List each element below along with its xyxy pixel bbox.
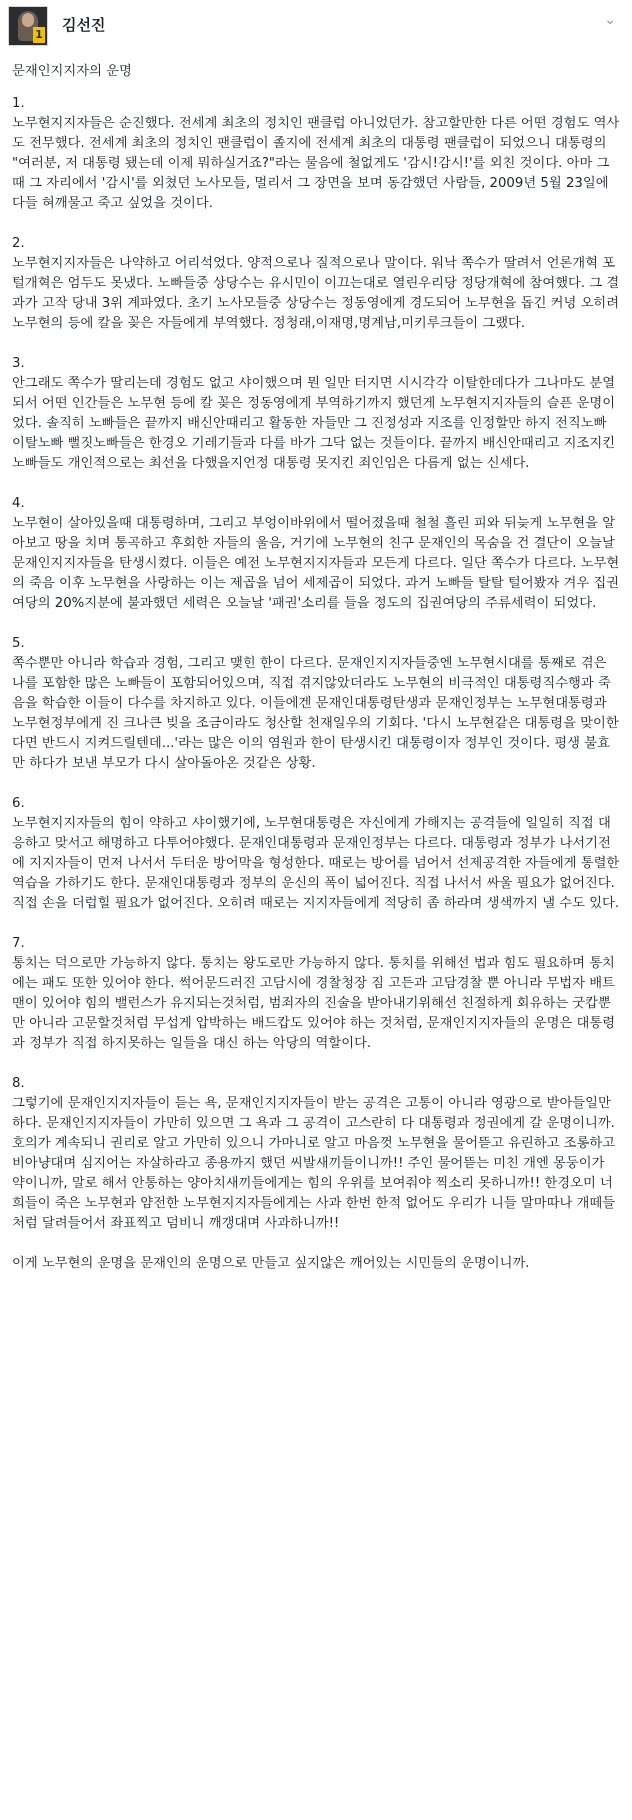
avatar[interactable] xyxy=(8,6,48,46)
author-name[interactable]: 김선진 xyxy=(62,16,106,34)
section-number: 6. xyxy=(12,796,25,811)
section-number: 4. xyxy=(12,496,25,511)
section-number: 2. xyxy=(12,236,25,251)
section-number: 8. xyxy=(12,1076,25,1091)
section-5 xyxy=(12,634,620,774)
section-1 xyxy=(12,94,620,214)
section-text: 노무현지지자들의 힘이 약하고 샤이했기에, 노무현대통령은 자신에게 가해지는 공격들에 일일히 직접 대응하고 맞서고 해명하고 다투어야했다. 문재인대통령과 문재인정부는 다르다. 대통령과 정부가 나서기전에 지지자들이 먼저 나서서 두터운 방어막을 형성한다. 때로는 방어를 넘어서 선제공격한 자들에게 통렬한 역습을 가하기도 한다. 문재인대통령과 정부의 운신의 폭이 넓어진다. 직접 나서서 싸울 필요가 없어진다. 직접 손을 더럽힐 필요가 없어진다. 오히려 때로는 지지자들에게 적당히 좀 하라며 생색까지 낼 수도 있다. xyxy=(12,816,620,911)
section-number: 1. xyxy=(12,96,25,111)
post-body xyxy=(12,62,620,1274)
section-3 xyxy=(12,354,620,474)
section-number: 3. xyxy=(12,356,25,371)
avatar-face xyxy=(22,13,34,27)
post-title: 문재인지지자의 운명 xyxy=(12,64,132,79)
section-2 xyxy=(12,234,620,334)
section-number: 5. xyxy=(12,636,25,651)
section-number: 7. xyxy=(12,936,25,951)
section-8 xyxy=(12,1074,620,1234)
post-header xyxy=(0,0,632,52)
chevron-down-icon[interactable]: ⌄ xyxy=(604,12,616,28)
section-text: 노무현지지자들은 나약하고 어리석었다. 양적으로나 질적으로나 말이다. 워낙 쪽수가 딸려서 언론개혁 포털개혁은 엄두도 못냈다. 노빠들중 상당수는 유시민이 이끄는대로 열린우리당 정당개혁에 참여했다. 그 결과가 고작 당내 3위 계파였다. 초기 노사모들중 상당수는 정동영에게 경도되어 노무현을 돕긴 커녕 오히려 노무현의 등에 칼을 꽂은 자들에게 부역했다. 정청래,이재명,명계남,미키루크들이 그랬다. xyxy=(12,256,620,331)
section-text: 통치는 덕으로만 가능하지 않다. 통치는 왕도로만 가능하지 않다. 통치를 위해선 법과 힘도 필요하며 통치에는 패도 또한 있어야 한다. 썩어문드러진 고담시에 경찰청장 짐 고든과 고담경찰 뿐 아니라 무법자 배트맨이 있어야 힘의 밸런스가 유지되는것처럼, 범죄자의 진술을 받아내기위해선 친절하게 회유하는 굿캅뿐만 아니라 고문할것처럼 무섭게 압박하는 배드캅도 있어야 하는 것처럼, 문재인지지자들의 운명은 대통령과 정부가 직접 하지못하는 일들을 대신 하는 악당의 역할이다. xyxy=(12,956,616,1051)
section-text: 쪽수뿐만 아니라 학습과 경험, 그리고 맺힌 한이 다르다. 문재인지지자들중엔 노무현시대를 통째로 겪은 나를 포함한 많은 노빠들이 포함되어있으며, 직접 겪지않았더라도 노무현의 비극적인 대통령직수행과 죽음을 학습한 이들이 다수를 차지하고 있다. 이들에겐 문재인대통령탄생과 문재인정부는 노무현대통령과 노무현정부에게 진 크나큰 빚을 조금이라도 청산할 천재일우의 기회다. '다시 노무현같은 대통령을 맞이한다면 반드시 지켜드릴텐데...'라는 많은 이의 염원과 한이 탄생시킨 대통령이자 정부인 것이다. 평생 불효만 하다가 보낸 부모가 다시 살아돌아온 것같은 상황. xyxy=(12,656,619,771)
section-text: 노무현이 살아있을때 대통령하며, 그리고 부엉이바위에서 떨어졌을때 철철 흘린 피와 뒤늦게 노무현을 알아보고 땅을 치며 통곡하고 후회한 자들의 울음, 거기에 노무현의 친구 문재인의 목숨을 건 결단이 오늘날 문재인지지자들을 탄생시켰다. 이들은 예전 노무현지지자들과 모든게 다르다. 일단 쪽수가 다르다. 노무현의 죽음 이후 노무현을 사랑하는 이는 제곱을 넘어 세제곱이 되었다. 과거 노빠들 탈탈 털어봤자 겨우 집권여당의 20%지분에 불과했던 세력은 오늘날 '패권'소리를 들을 정도의 집권여당의 주류세력이 되었다. xyxy=(12,516,620,611)
section-text: 그렇기에 문재인지지자들이 듣는 욕, 문재인지지자들이 받는 공격은 고통이 아니라 영광으로 받아들일만 하다. 문재인지지자들이 가만히 있으면 그 욕과 그 공격이 고스란히 다 대통령과 정권에게 갈 운명이니까. 호의가 계속되니 권리로 알고 가만히 있으니 가마니로 알고 마음껏 노무현을 물어뜯고 유린하고 조롱하고 비아냥대며 심지어는 자살하라고 종용까지 했던 씨발새끼들이니까!! 주인 물어뜯는 미친 개엔 몽둥이가 약이니까, 말로 해서 안통하는 양아치새끼들에게는 힘의 우위를 보여줘야 찍소리 못하니까!! 한경오미 너희들이 죽은 노무현과 얌전한 노무현지지자들에게는 사과 한번 한적 없어도 우리가 니들 말마따나 개떼들처럼 달려들어서 좌표찍고 덤비니 깨갱대며 사과하니까!! xyxy=(12,1096,616,1231)
avatar-badge: 1 xyxy=(33,27,45,43)
section-text: 노무현지지자들은 순진했다. 전세계 최초의 정치인 팬클럽 아니었던가. 참고할만한 다른 어떤 경험도 역사도 전무했다. 전세계 최초의 정치인 팬클럽이 졸지에 전세계 최초의 대통령 팬클럽이 되었으니 대통령의 "여러분, 저 대통령 됐는데 이제 뭐하실거죠?"라는 물음에 철없게도 '감시!감시!'를 외친 것이다. 아마 그때 그 자리에서 '감시'를 외쳤던 노사모들, 멀리서 그 장면을 보며 동감했던 사람들, 2009년 5월 23일에 다들 혀깨물고 죽고 싶었을 것이다. xyxy=(12,116,620,211)
section-7 xyxy=(12,934,620,1054)
section-6 xyxy=(12,794,620,914)
closing-paragraph: 이게 노무현의 운명을 문재인의 운명으로 만들고 싶지않은 깨어있는 시민들의 운명이니까. xyxy=(12,1256,530,1271)
section-4 xyxy=(12,494,620,614)
section-text: 안그래도 쪽수가 딸리는데 경험도 없고 샤이했으며 뭔 일만 터지면 시시각각 이탈한데다가 그나마도 분열되서 어떤 인간들은 노무현 등에 칼 꽂은 정동영에게 부역하기까지 했던게 노무현지지자들의 슬픈 운명이었다. 솔직히 노빠들은 끝까지 배신안때리고 활동한 자들만 그 진정성과 지조를 인정할만 하지 전직노빠 이탈노빠 뻘짓노빠들은 한경오 기레기들과 다를 바가 그닥 없는 것들이다. 끝까지 배신안때리고 지조지킨 노빠들도 개인적으로는 최선을 다했을지언정 대통령 못지킨 죄인임은 다름게 없는 신세다. xyxy=(12,376,616,471)
